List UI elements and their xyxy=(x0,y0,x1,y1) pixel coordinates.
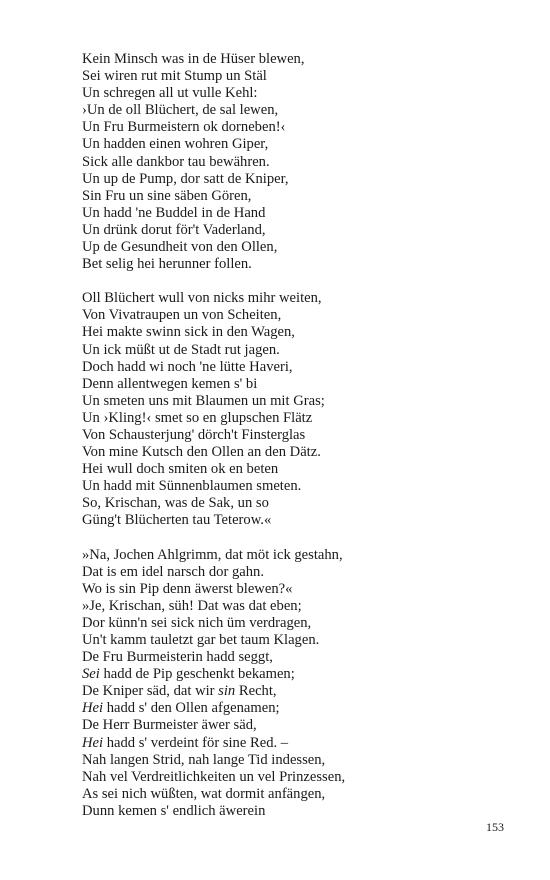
poem-line xyxy=(82,478,522,495)
poem-line xyxy=(82,85,522,102)
line-text: »Na, Jochen Ahlgrimm, dat möt ick gestahn, xyxy=(82,546,343,563)
line-text: Sick alle dankbor tau bewähren. xyxy=(82,153,270,170)
poem-line xyxy=(82,752,522,769)
line-text: »Je, Krischan, süh! Dat was dat eben; xyxy=(82,597,302,614)
poem-line xyxy=(82,735,522,752)
poem-line xyxy=(82,222,522,239)
poem-line xyxy=(82,700,522,717)
line-text: Dor künn'n sei sick nich üm verdragen, xyxy=(82,614,312,631)
line-text: Nah langen Strid, nah lange Tid indessen, xyxy=(82,751,326,768)
line-text: Un smeten uns mit Blaumen un mit Gras; xyxy=(82,392,325,409)
stanza xyxy=(82,547,522,821)
line-text: Un Fru Burmeistern ok dorneben!‹ xyxy=(82,119,286,136)
poem-line xyxy=(82,564,522,581)
line-text: Doch hadd wi noch 'ne lütte Haveri, xyxy=(82,358,293,375)
line-text: Un ick müßt ut de Stadt rut jagen. xyxy=(82,341,280,358)
poem-line xyxy=(82,581,522,598)
poem-line xyxy=(82,666,522,683)
poem-line xyxy=(82,803,522,820)
line-text: Von Vivatraupen un von Scheiten, xyxy=(82,307,282,324)
poem-line xyxy=(82,359,522,376)
stanza xyxy=(82,51,522,273)
poem-line xyxy=(82,205,522,222)
line-text: Wo is sin Pip denn äwerst blewen?« xyxy=(82,580,293,597)
poem-line xyxy=(82,154,522,171)
line-text: De Kniper säd, dat wir xyxy=(82,683,219,700)
line-text: Un hadd mit Sünnenblaumen smeten. xyxy=(82,478,302,495)
poem-line xyxy=(82,102,522,119)
poem-line xyxy=(82,393,522,410)
line-text: hadd s' verdeint för sine Red. – xyxy=(103,734,289,751)
poem-line xyxy=(82,547,522,564)
line-text: Up de Gesundheit von den Ollen, xyxy=(82,239,278,256)
line-text: De Herr Burmeister äwer säd, xyxy=(82,717,257,734)
poem-line xyxy=(82,598,522,615)
poem-line xyxy=(82,717,522,734)
poem-line xyxy=(82,342,522,359)
stanza-gap xyxy=(82,273,522,290)
line-text: Hei makte swinn sick in den Wagen, xyxy=(82,324,295,341)
poem-line xyxy=(82,324,522,341)
line-text: Denn allentwegen kemen s' bi xyxy=(82,375,258,392)
line-text: So, Krischan, was de Sak, un so xyxy=(82,495,269,512)
line-text: Recht, xyxy=(235,683,277,700)
poem-line xyxy=(82,239,522,256)
poem-line xyxy=(82,188,522,205)
line-text: hadd de Pip geschenkt bekamen; xyxy=(99,666,295,683)
poem-line xyxy=(82,512,522,529)
line-text: Von mine Kutsch den Ollen an den Dätz. xyxy=(82,444,321,461)
line-text: Un hadd 'ne Buddel in de Hand xyxy=(82,204,266,221)
line-text: Un schregen all ut vulle Kehl: xyxy=(82,85,258,102)
emphasized-word: Hei xyxy=(82,700,104,717)
line-text: As sei nich wüßten, wat dormit anfängen, xyxy=(82,785,326,802)
line-text: Güng't Blücherten tau Teterow.« xyxy=(82,512,272,529)
line-text: Un ›Kling!‹ smet so en glupschen Flätz xyxy=(82,409,313,426)
poem-line xyxy=(82,376,522,393)
emphasized-word: Sei xyxy=(82,666,100,683)
poem-line xyxy=(82,119,522,136)
poem-line xyxy=(82,461,522,478)
line-text: Bet selig hei herunner follen. xyxy=(82,256,252,273)
poem-line xyxy=(82,683,522,700)
poem-line xyxy=(82,444,522,461)
line-text: Sin Fru un sine säben Gören, xyxy=(82,187,252,204)
poem-line xyxy=(82,68,522,85)
line-text: De Fru Burmeisterin hadd seggt, xyxy=(82,649,273,666)
poem-line xyxy=(82,495,522,512)
poem-line xyxy=(82,51,522,68)
poem-line xyxy=(82,649,522,666)
poem-line xyxy=(82,171,522,188)
poem-line xyxy=(82,427,522,444)
line-text: Hei wull doch smiten ok en beten xyxy=(82,461,279,478)
poem-line xyxy=(82,769,522,786)
line-text: Von Schausterjung' dörch't Finsterglas xyxy=(82,426,306,443)
line-text: Dunn kemen s' endlich äwerein xyxy=(82,802,266,819)
poem-text xyxy=(82,51,522,820)
line-text: Kein Minsch was in de Hüser blewen, xyxy=(82,51,305,67)
poem-line xyxy=(82,632,522,649)
stanza xyxy=(82,290,522,529)
line-text: Un up de Pump, dor satt de Kniper, xyxy=(82,170,289,187)
line-text: Dat is em idel narsch dor gahn. xyxy=(82,563,264,580)
poem-line xyxy=(82,410,522,427)
line-text: Sei wiren rut mit Stump un Stäl xyxy=(82,68,267,85)
emphasized-word: sin xyxy=(218,683,236,700)
line-text: Oll Blüchert wull von nicks mihr weiten, xyxy=(82,290,322,307)
line-text: hadd s' den Ollen afgenamen; xyxy=(103,700,280,717)
poem-line xyxy=(82,786,522,803)
poem-line xyxy=(82,290,522,307)
stanza-gap xyxy=(82,530,522,547)
line-text: Un drünk dorut för't Vaderland, xyxy=(82,221,266,238)
poem-line xyxy=(82,615,522,632)
poem-line xyxy=(82,136,522,153)
line-text: ›Un de oll Blüchert, de sal lewen, xyxy=(82,102,279,119)
line-text: Nah vel Verdreitlichkeiten un vel Prinzessen, xyxy=(82,768,346,785)
page-number: 153 xyxy=(486,820,504,834)
poem-line xyxy=(82,307,522,324)
emphasized-word: Hei xyxy=(82,734,104,751)
line-text: Un hadden einen wohren Giper, xyxy=(82,136,269,153)
poem-line xyxy=(82,256,522,273)
line-text: Un't kamm tauletzt gar bet taum Klagen. xyxy=(82,632,320,648)
